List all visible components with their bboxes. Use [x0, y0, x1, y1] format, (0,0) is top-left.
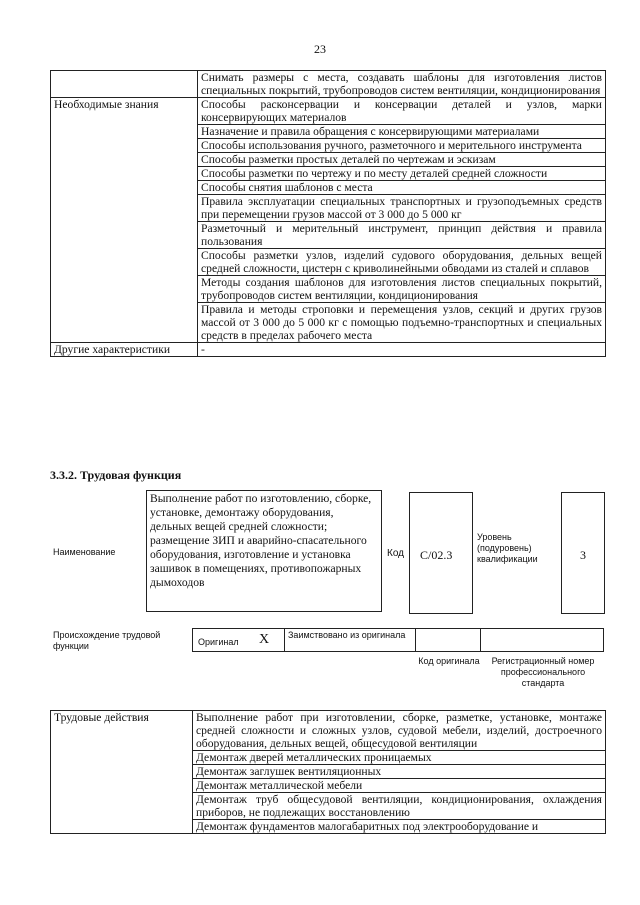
level-label: Уровень (подуровень) квалификации — [477, 532, 538, 564]
original-cell — [192, 628, 285, 652]
knowledge-item: Способы разметки по чертежу и по месту деталей средней сложности — [198, 167, 606, 181]
knowledge-item: Правила эксплуатации специальных транспортных и грузоподъемных средств при перемещении грузов массой от 3 000 до 5 000 кг — [198, 195, 606, 222]
code-original-cell — [416, 628, 481, 652]
name-label: Наименование — [53, 547, 116, 557]
section-heading: 3.3.2. Трудовая функция — [50, 468, 182, 482]
original-label: Оригинал — [198, 637, 239, 647]
code-box — [409, 492, 473, 614]
knowledge-item: Способы разметки простых деталей по чертежам и эскизам — [198, 153, 606, 167]
knowledge-item: Способы разметки узлов, изделий судового оборудования, дельных вещей средней сложности, цистерн с криволинейными обводами из сталей и сплавов — [198, 249, 606, 276]
origin-label: Происхождение трудовой функции — [53, 630, 161, 651]
knowledge-item: Снимать размеры с места, создавать шаблоны для изготовления листов специальных покрытий, трубопроводов систем вентиляции, кондиционирования — [198, 71, 606, 98]
original-mark: X — [259, 632, 270, 647]
action-item: Демонтаж фундаментов малогабаритных под электрооборудование и — [193, 820, 606, 834]
table-row — [51, 343, 606, 357]
row-label — [51, 71, 198, 98]
knowledge-item: Правила и методы строповки и перемещения узлов, секций и других грузов массой от 3 000 до 5 000 кг с помощью подъемно-транспортных и специальных средств в пределах рабочего места — [198, 303, 606, 343]
row-label-other-characteristics: Другие характеристики — [51, 343, 198, 357]
knowledge-item: - — [198, 343, 606, 357]
reg-number-cell — [481, 628, 604, 652]
table-row — [51, 98, 606, 125]
level-box — [561, 492, 605, 614]
borrowed-cell — [285, 628, 416, 652]
knowledge-item: Способы снятия шаблонов с места — [198, 181, 606, 195]
code-value: C/02.3 — [420, 548, 453, 562]
origin-row — [192, 628, 604, 652]
action-item: Демонтаж труб общесудовой вентиляции, кондиционирования, охлаждения приборов, не подлежащих восстановлению — [193, 793, 606, 820]
action-item: Выполнение работ при изготовлении, сборке, разметке, установке, монтаже средней сложности и сложных узлов, судовой мебели, изделий, достроечного оборудования, дельных вещей, общесудовой вентиляции — [193, 711, 606, 751]
table-row — [51, 71, 606, 98]
page-number: 23 — [314, 42, 326, 56]
row-label-required-knowledge: Необходимые знания — [51, 98, 198, 343]
knowledge-table — [50, 70, 606, 357]
borrowed-label: Заимствовано из оригинала — [288, 630, 406, 640]
knowledge-item: Методы создания шаблонов для изготовления листов специальных покрытий, трубопроводов систем вентиляции, кондиционирования — [198, 276, 606, 303]
knowledge-item: Назначение и правила обращения с консервирующими материалами — [198, 125, 606, 139]
action-item: Демонтаж дверей металлических проницаемых — [193, 751, 606, 765]
knowledge-item: Способы расконсервации и консервации деталей и узлов, марки консервирующих материалов — [198, 98, 606, 125]
level-value: 3 — [580, 548, 586, 562]
actions-table — [50, 710, 606, 834]
row-label-labor-actions: Трудовые действия — [51, 711, 193, 834]
knowledge-item: Разметочный и мерительный инструмент, принцип действия и правила пользования — [198, 222, 606, 249]
action-item: Демонтаж металлической мебели — [193, 779, 606, 793]
code-label: Код — [387, 548, 405, 559]
function-name-box: Выполнение работ по изготовлению, сборке, установке, демонтажу оборудования, дельных вещей средней сложности; размещение ЗИП и аварийно-спасательного оборудования, изготовление и установка зашивок в помещениях, противопожарных дымоходов — [146, 490, 382, 612]
table-row — [51, 711, 606, 751]
knowledge-item: Способы использования ручного, разметочного и мерительного инструмента — [198, 139, 606, 153]
code-original-caption: Код оригинала — [418, 656, 480, 666]
reg-number-caption: Регистрационный номер профессионального стандарта — [491, 656, 595, 688]
action-item: Демонтаж заглушек вентиляционных — [193, 765, 606, 779]
